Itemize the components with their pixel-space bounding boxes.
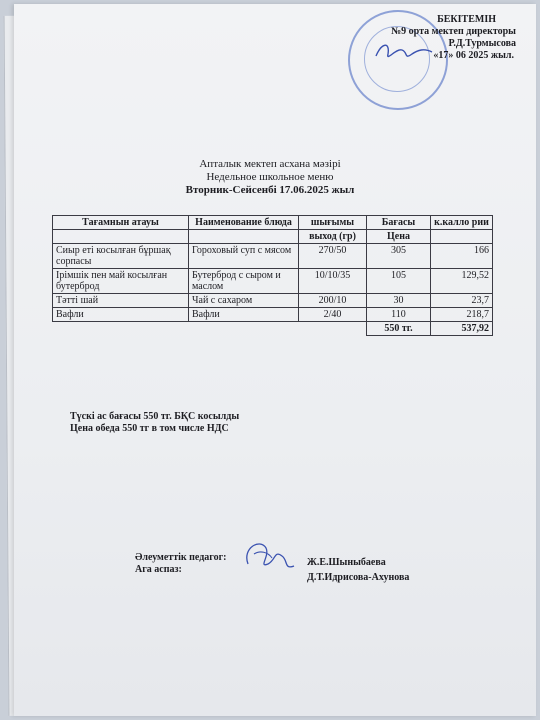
price-note-ru: Цена обеда 550 тг в том числе НДС xyxy=(70,423,229,434)
dish-output: 270/50 xyxy=(299,244,367,269)
menu-date: Вторник-Сейсенбі 17.06.2025 жыл xyxy=(185,184,355,196)
dish-name-kz: Тәтті шай xyxy=(53,294,189,308)
dish-output: 10/10/35 xyxy=(299,269,367,294)
dish-kcal: 23,7 xyxy=(431,294,493,308)
header-cell: Тағамнын атауы xyxy=(53,216,189,230)
table-row xyxy=(53,294,493,308)
dish-price: 105 xyxy=(367,269,431,294)
menu-title-kz: Апталык мектеп асхана мәзірі xyxy=(199,158,341,170)
subheader-cell: выход (гр) xyxy=(299,230,367,244)
approval-block xyxy=(346,14,526,62)
dish-name-kz: Сиыр еті косылған бұршақ сорпасы xyxy=(53,244,189,269)
subheader-cell xyxy=(431,230,493,244)
dish-price: 30 xyxy=(367,294,431,308)
subheader-cell xyxy=(53,230,189,244)
header-cell: к.калло рии xyxy=(431,216,493,230)
table-header-row xyxy=(53,216,493,230)
approval-title: БЕКІТЕМІН xyxy=(437,14,496,25)
pedagogue-signature xyxy=(238,534,298,580)
dish-kcal: 166 xyxy=(431,244,493,269)
menu-table xyxy=(52,215,493,336)
total-kcal: 537,92 xyxy=(431,322,493,336)
dish-name-kz: Вафли xyxy=(53,308,189,322)
table-total-row xyxy=(53,322,493,336)
name-head-cook: Д.Т.Идрисова-Ахунова xyxy=(307,572,410,583)
dish-name-ru: Вафли xyxy=(189,308,299,322)
approval-date: «17» 06 2025 жыл. xyxy=(433,50,514,61)
dish-output: 200/10 xyxy=(299,294,367,308)
dish-name-ru: Бутерброд с сыром и маслом xyxy=(189,269,299,294)
table-row xyxy=(53,269,493,294)
subheader-cell: Цена xyxy=(367,230,431,244)
name-social-pedagogue: Ж.Е.Шыныбаева xyxy=(307,557,386,568)
table-row xyxy=(53,308,493,322)
header-cell: Наименование блюда xyxy=(189,216,299,230)
approval-director-name: Р.Д.Турмысова xyxy=(448,38,516,49)
dish-name-ru: Чай с сахаром xyxy=(189,294,299,308)
dish-price: 110 xyxy=(367,308,431,322)
total-price: 550 тг. xyxy=(367,322,431,336)
price-note-kz: Түскі ас бағасы 550 тг. БҚС косылды xyxy=(70,411,240,422)
dish-kcal: 218,7 xyxy=(431,308,493,322)
role-head-cook: Ага аспаз: xyxy=(135,564,182,575)
header-cell: Бағасы xyxy=(367,216,431,230)
menu-title-ru: Недельное школьное меню xyxy=(206,171,334,183)
dish-name-ru: Гороховый суп с мясом xyxy=(189,244,299,269)
table-row xyxy=(53,244,493,269)
document-page xyxy=(14,4,536,716)
dish-kcal: 129,52 xyxy=(431,269,493,294)
header-cell: шығымы xyxy=(299,216,367,230)
approval-position: №9 орта мектеп директоры xyxy=(391,26,516,37)
subheader-cell xyxy=(189,230,299,244)
dish-name-kz: Ірімшік пен май косылған бутерброд xyxy=(53,269,189,294)
role-social-pedagogue: Әлеуметтік педагог: xyxy=(135,552,227,563)
dish-output: 2/40 xyxy=(299,308,367,322)
dish-price: 305 xyxy=(367,244,431,269)
table-subheader-row xyxy=(53,230,493,244)
